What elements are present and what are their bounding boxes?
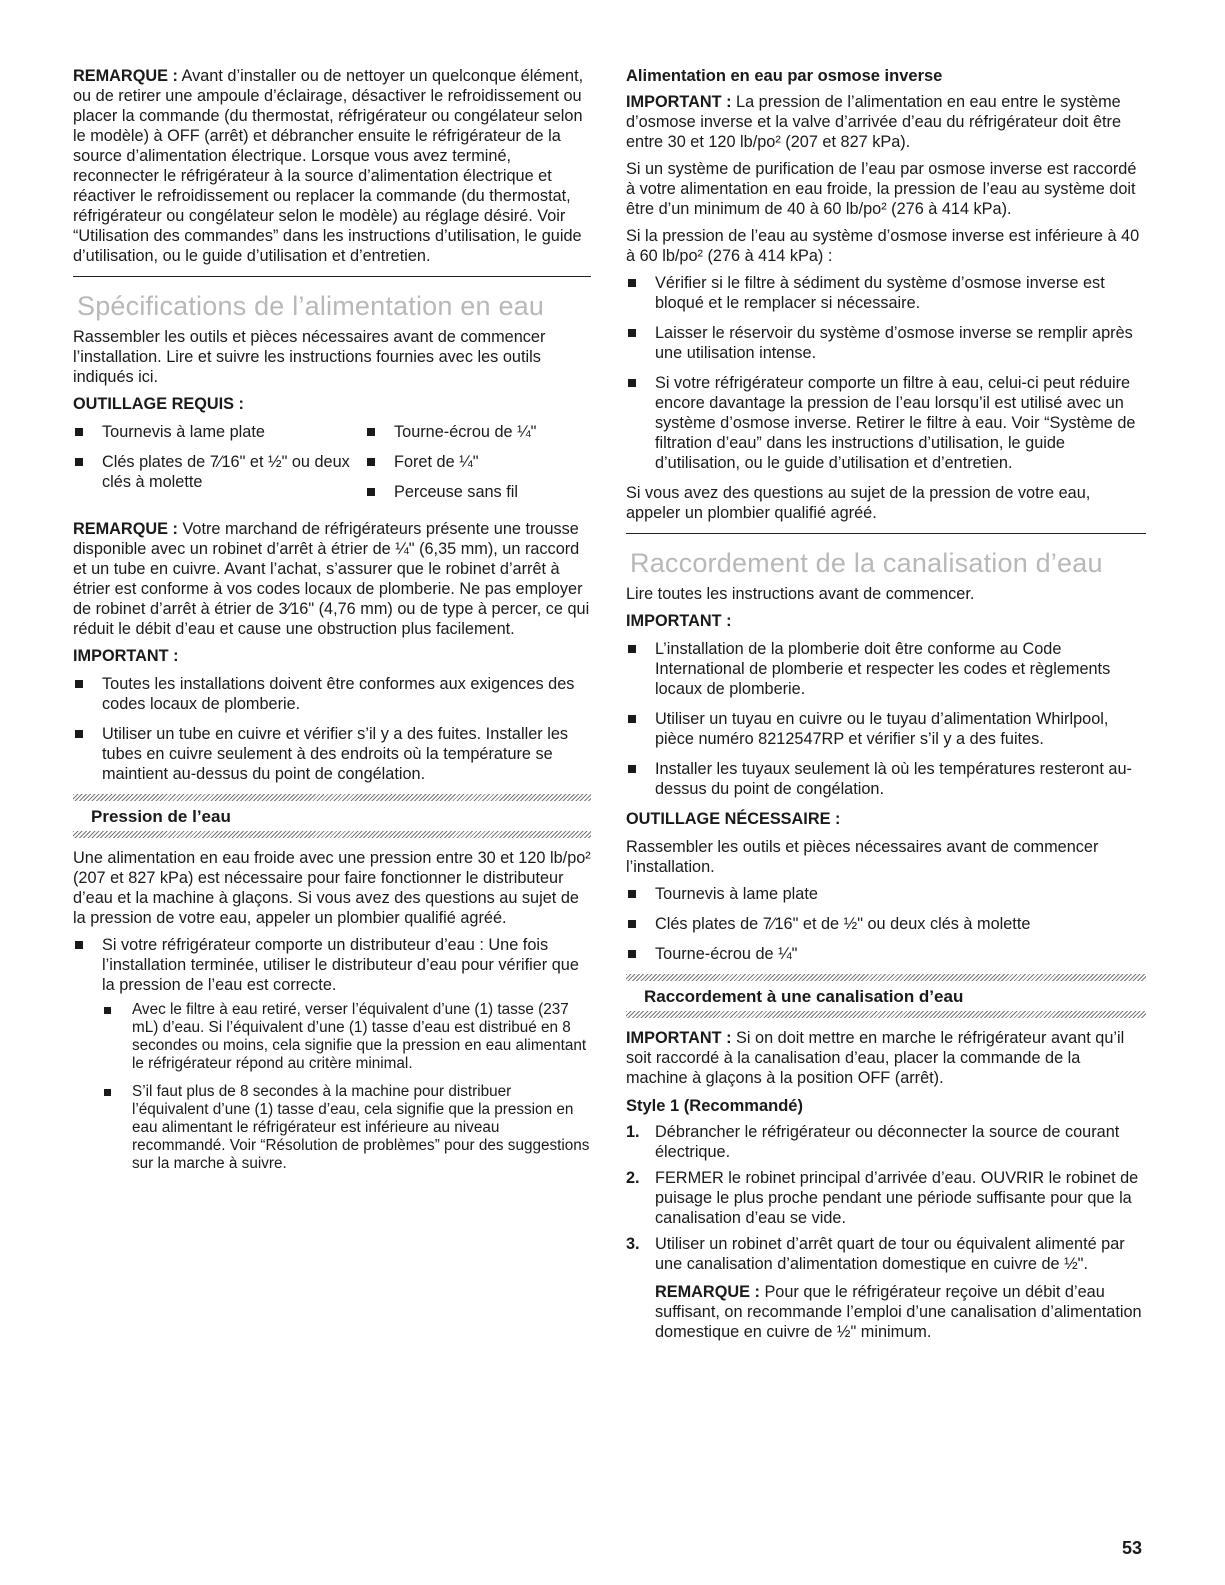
tools-needed-label: OUTILLAGE NÉCESSAIRE : xyxy=(626,810,841,828)
subsection-title-reverse-osmosis: Alimentation en eau par osmose inverse xyxy=(626,67,943,85)
section-divider xyxy=(73,276,591,277)
step-item xyxy=(626,1168,1146,1228)
subsection-title: Pression de l’eau xyxy=(91,807,231,826)
page-number: 53 xyxy=(1121,1538,1142,1558)
sub-list-item: S’il faut plus de 8 secondes à la machine pour distribuer l’équivalent d’une (1) tasse d’eau, cela signifie que la pression en eau alimentant le réfrigérateur est inférieure au niveau recommandé. Voir “Résolution de problèmes” pour des suggestions sur la marche à suivre. xyxy=(102,1083,591,1173)
list-item: Utiliser un tube en cuivre et vérifier s’il y a des fuites. Installer les tubes en cuivre seulement à des endroits où la température se maintient au-dessus du point de congélation. xyxy=(73,724,591,784)
right-column xyxy=(626,66,1146,1349)
tools-required-label: OUTILLAGE REQUIS : xyxy=(73,395,244,413)
tools-needed-intro: Rassembler les outils et pièces nécessaires avant de commencer l’installation. xyxy=(626,838,1099,876)
specifications-intro: Rassembler les outils et pièces nécessaires avant de commencer l’installation. Lire et suivre les instructions fournies avec les outils indiqués ici. xyxy=(73,328,546,386)
steps-list xyxy=(626,1122,1146,1342)
important-text: Si on doit mettre en marche le réfrigérateur avant qu’il soit raccordé à la canalisation d’eau, placer la commande de la machine à glaçons à la position OFF (arrêt). xyxy=(626,1029,1125,1087)
section-title-connection: Raccordement de la canalisation d’eau xyxy=(630,548,1103,578)
section-title-specifications: Spécifications de l’alimentation en eau xyxy=(77,291,545,321)
list-item-text: Si votre réfrigérateur comporte un distributeur d’eau : Une fois l’installation terminée, utiliser le distributeur d’eau pour vérifier que la pression de l’eau est correcte. xyxy=(102,936,579,994)
list-item xyxy=(73,935,591,1173)
list-item: Foret de ¼" xyxy=(365,452,591,472)
note-remarque-2 xyxy=(73,519,591,639)
list-item: Clés plates de 7⁄16" et ½" ou deux clés à molette xyxy=(73,452,365,492)
tools-needed-list xyxy=(626,884,1146,964)
tools-column-2 xyxy=(365,422,591,512)
important-label: IMPORTANT : xyxy=(626,93,732,111)
ro-paragraph: Si la pression de l’eau au système d’osmose inverse est inférieure à 40 à 60 lb/po² (276 à 414 kPa) : xyxy=(626,227,1140,265)
list-item: Tournevis à lame plate xyxy=(73,422,365,442)
step-item xyxy=(626,1122,1146,1162)
list-item: Clés plates de 7⁄16" et de ½" ou deux clés à molette xyxy=(626,914,1146,934)
list-item: Perceuse sans fil xyxy=(365,482,591,502)
list-item: Tourne-écrou de ¼" xyxy=(365,422,591,442)
list-item: Toutes les installations doivent être conformes aux exigences des codes locaux de plomberie. xyxy=(73,674,591,714)
step-text: Débrancher le réfrigérateur ou déconnecter la source de courant électrique. xyxy=(655,1123,1120,1161)
step-note xyxy=(655,1282,1146,1342)
list-item: Tourne-écrou de ¼" xyxy=(626,944,1146,964)
section-divider xyxy=(626,533,1146,534)
subsection-header-pressure xyxy=(73,794,591,838)
list-item: Utiliser un tuyau en cuivre ou le tuyau d’alimentation Whirlpool, pièce numéro 8212547RP et vérifier s’il y a des fuites. xyxy=(626,709,1146,749)
list-item: Tournevis à lame plate xyxy=(626,884,1146,904)
note-label: REMARQUE : xyxy=(655,1283,760,1301)
list-item: Si votre réfrigérateur comporte un filtre à eau, celui-ci peut réduire encore davantage la pression de l’eau lorsqu’il est utilisé avec un système d’osmose inverse. Retirer le filtre à eau. Voir “Système de filtration d’eau” dans les instructions d’utilisation, le guide d’utilisation, ou le guide d’utilisation et d’entretien. xyxy=(626,373,1146,473)
important-label: IMPORTANT : xyxy=(626,1029,732,1047)
step-number: 2. xyxy=(626,1169,640,1187)
step-number: 1. xyxy=(626,1123,640,1141)
sub-list-item: Avec le filtre à eau retiré, verser l’équivalent d’une (1) tasse (237 mL) d’eau. Si l’équivalent d’une (1) tasse d’eau est distribué en 8 secondes ou moins, cela signifie que la pression en eau alimentant le réfrigérateur répond au critère minimal. xyxy=(102,1001,591,1073)
hatch-rule xyxy=(73,794,591,801)
left-column xyxy=(73,66,591,1183)
note-text: Avant d’installer ou de nettoyer un quelconque élément, ou de retirer une ampoule d’éclairage, désactiver le refroidissement ou placer la commande (du thermostat, réfrigérateur ou congélateur selon le modèle) à OFF (arrêt) et débrancher ensuite le réfrigérateur de la source d’alimentation électrique. Lorsque vous avez terminé, reconnecter le réfrigérateur à la source d’alimentation électrique et réactiver le refroidissement ou replacer la commande (du thermostat, réfrigérateur ou congélateur selon le modèle) au réglage désiré. Voir “Utilisation des commandes” dans les instructions d’utilisation, le guide d’utilisation, ou le guide d’utilisation et d’entretien. xyxy=(73,67,584,265)
list-item: Laisser le réservoir du système d’osmose inverse se remplir après une utilisation intense. xyxy=(626,323,1146,363)
step-number: 3. xyxy=(626,1235,640,1253)
important-list xyxy=(73,674,591,784)
hatch-rule xyxy=(626,1011,1146,1018)
ro-important xyxy=(626,92,1146,152)
note-text: Votre marchand de réfrigérateurs présente une trousse disponible avec un robinet d’arrêt à étrier de ¼" (6,35 mm), un raccord et un tube en cuivre. Avant l’achat, s’assurer que le robinet d’arrêt à étrier est conforme à vos codes locaux de plomberie. Ne pas employer de robinet d’arrêt à étrier de 3⁄16" (4,76 mm) ou de type à percer, ce qui réduit le débit d’eau et cause une obstruction plus facilement. xyxy=(73,520,590,638)
list-item: L’installation de la plomberie doit être conforme au Code International de plomberie et respecter les codes et règlements locaux de plomberie. xyxy=(626,639,1146,699)
important-label: IMPORTANT : xyxy=(73,647,179,665)
note-label: REMARQUE : xyxy=(73,520,178,538)
style-title: Style 1 (Recommandé) xyxy=(626,1097,803,1115)
note-label: REMARQUE : xyxy=(73,67,178,85)
tools-required-list xyxy=(73,422,591,519)
pressure-list xyxy=(73,935,591,1173)
water-line-important xyxy=(626,1028,1146,1088)
note-remarque-1 xyxy=(73,66,591,266)
pressure-text: Une alimentation en eau froide avec une pression entre 30 et 120 lb/po² (207 et 827 kPa) est nécessaire pour faire fonctionner le distributeur d’eau et la machine à glaçons. Si vous avez des questions au sujet de la pression de votre eau, appeler un plombier qualifié agréé. xyxy=(73,849,591,927)
subsection-header-water-line xyxy=(626,974,1146,1018)
important-text: La pression de l’alimentation en eau entre le système d’osmose inverse et la valve d’arrivée d’eau du réfrigérateur doit être entre 30 et 120 lb/po² (207 et 827 kPa). xyxy=(626,93,1122,151)
tools-column-1 xyxy=(73,422,365,512)
connection-intro: Lire toutes les instructions avant de commencer. xyxy=(626,585,975,603)
pressure-sublist xyxy=(102,1001,591,1173)
subsection-title: Raccordement à une canalisation d’eau xyxy=(644,987,964,1006)
ro-list xyxy=(626,273,1146,473)
step-text: FERMER le robinet principal d’arrivée d’eau. OUVRIR le robinet de puisage le plus proche pendant une période suffisante pour que la canalisation d’eau se vide. xyxy=(655,1169,1139,1227)
ro-paragraph: Si un système de purification de l’eau par osmose inverse est raccordé à votre alimentation en eau froide, la pression de l’eau au système doit être d’un minimum de 40 à 60 lb/po² (276 à 414 kPa). xyxy=(626,160,1137,218)
hatch-rule xyxy=(73,831,591,838)
hatch-rule xyxy=(626,974,1146,981)
step-text: Utiliser un robinet d’arrêt quart de tour ou équivalent alimenté par une canalisation d’alimentation domestique en cuivre de ½". xyxy=(655,1235,1125,1273)
list-item: Installer les tuyaux seulement là où les températures resteront au-dessus du point de congélation. xyxy=(626,759,1146,799)
ro-paragraph: Si vous avez des questions au sujet de la pression de votre eau, appeler un plombier qualifié agréé. xyxy=(626,484,1091,522)
connection-important-list xyxy=(626,639,1146,799)
step-item xyxy=(626,1234,1146,1342)
note-text: Pour que le réfrigérateur reçoive un débit d’eau suffisant, on recommande l’emploi d’une canalisation d’alimentation domestique en cuivre de ½" minimum. xyxy=(655,1283,1142,1341)
important-label: IMPORTANT : xyxy=(626,612,732,630)
list-item: Vérifier si le filtre à sédiment du système d’osmose inverse est bloqué et le remplacer si nécessaire. xyxy=(626,273,1146,313)
